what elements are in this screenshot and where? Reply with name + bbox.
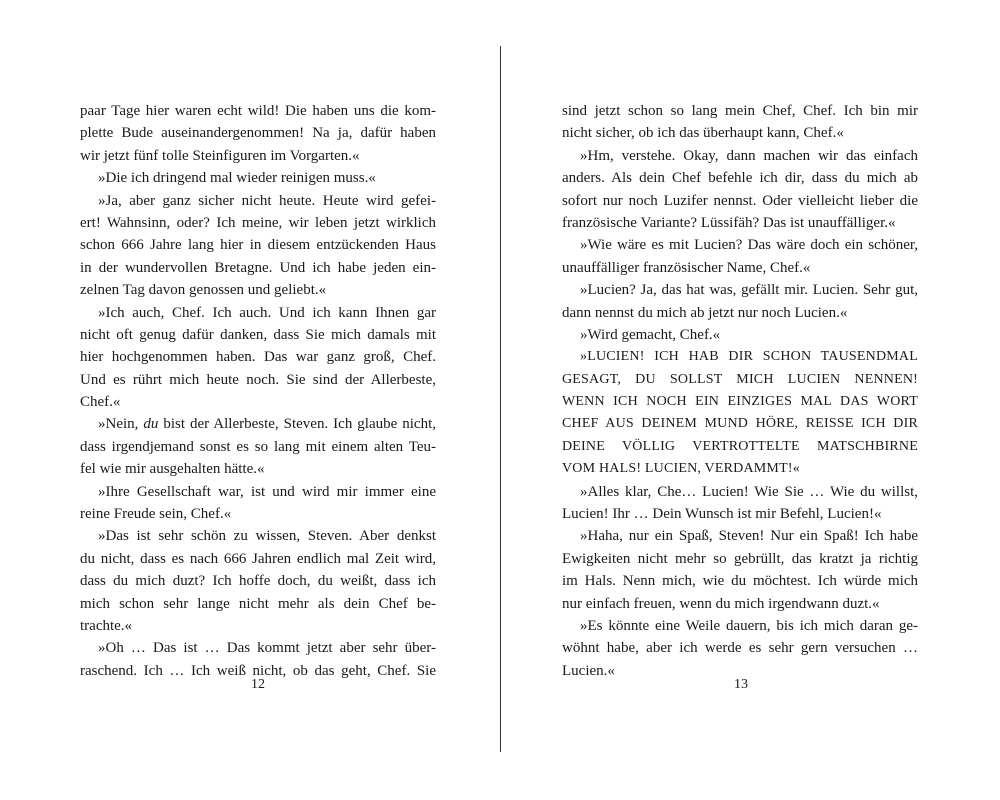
text-line: reine Freude sein, Chef.« <box>80 506 232 523</box>
text-line: »Ich auch, Chef. Ich auch. Und ich kann Ihnen gar <box>98 304 436 321</box>
text-line: hier hochgenommen haben. Das war ganz groß, Chef. <box>80 349 436 366</box>
text-line: VOM HALS! LUCIEN, VERDAMMT!« <box>562 461 800 477</box>
text-line: »Haha, nur ein Spaß, Steven! Nur ein Spaß! Ich habe <box>580 528 918 545</box>
left-page-number: 12 <box>251 677 265 692</box>
text-line: CHEF AUS DEINEM MUND HÖRE, REISSE ICH DIR <box>562 416 918 432</box>
text-segment: »Nein, <box>98 416 144 433</box>
text-line: nicht sicher, ob ich das überhaupt kann, Chef.« <box>562 125 844 142</box>
text-line: in der wundervollen Bretagne. Und ich habe jeden ein- <box>80 259 436 276</box>
text-line: plette Bude auseinandergenommen! Na ja, dafür haben <box>80 125 436 142</box>
text-line: anders. Als dein Chef befehle ich dir, dass du mich ab <box>562 170 918 187</box>
text-line: »Wie wäre es mit Lucien? Das wäre doch ein schöner, <box>580 237 918 254</box>
text-line: »Lucien? Ja, das hat was, gefällt mir. Lucien. Sehr gut, <box>580 282 918 299</box>
text-line: ert! Wahnsinn, oder? Ich meine, wir leben jetzt wirklich <box>80 214 436 231</box>
text-line: sofort nur noch Luzifer nennst. Oder vielleicht lieber die <box>562 192 918 209</box>
text-line: sind jetzt schon so lang mein Chef, Chef. Ich bin mir <box>562 103 918 119</box>
text-line: wir jetzt fünf tolle Steinfiguren im Vorgarten.« <box>80 147 360 164</box>
text-line: »Die ich dringend mal wieder reinigen muss.« <box>98 170 376 187</box>
text-line: »Es könnte eine Weile dauern, bis ich mich daran ge- <box>580 617 918 634</box>
text-line: du nicht, dass es nach 666 Jahren endlich mal Zeit wird, <box>80 550 436 567</box>
text-line: unauffälliger französischer Name, Chef.« <box>562 259 811 276</box>
text-line: fel wie mir ausgehalten hätte.« <box>80 461 265 478</box>
emphasized-word: du <box>143 416 159 433</box>
text-line: paar Tage hier waren echt wild! Die haben uns die kom- <box>80 103 436 119</box>
text-line: im Hals. Nenn mich, wie du möchtest. Ich würde mich <box>562 573 918 590</box>
text-line: »Das ist sehr schön zu wissen, Steven. Aber denkst <box>98 528 436 545</box>
right-page-body <box>562 100 918 682</box>
text-line: Lucien.« <box>562 662 615 679</box>
text-line: trachte.« <box>80 617 133 634</box>
text-line: raschend. Ich … Ich weiß nicht, ob das geht, Chef. Sie <box>80 662 436 679</box>
text-line: dass irgendjemand sonst es so lang mit einem alten Teu- <box>80 438 436 455</box>
text-line: »Wird gemacht, Chef.« <box>580 326 721 343</box>
text-line: nicht oft genug dafür danken, dass Sie mich damals mit <box>80 326 436 343</box>
text-line: DEINE VÖLLIG VERTROTTELTE MATSCHBIRNE <box>562 438 918 454</box>
text-line: schon 666 Jahre lang hier in diesem entzückenden Haus <box>80 237 436 254</box>
text-line: »LUCIEN! ICH HAB DIR SCHON TAUSENDMAL <box>580 349 918 365</box>
text-line: zelnen Tag davon genossen und geliebt.« <box>80 282 327 299</box>
text-line: WENN ICH NOCH EIN EINZIGES MAL DAS WORT <box>562 394 918 410</box>
text-line: Chef.« <box>80 394 121 411</box>
text-line: GESAGT, DU SOLLST MICH LUCIEN NENNEN! <box>562 371 918 387</box>
text-line: dann nennst du mich ab jetzt nur noch Lucien.« <box>562 304 848 321</box>
text-line: dass du mich duzt? Ich hoffe doch, du weißt, dass ich <box>80 573 436 590</box>
text-line: wöhnt habe, aber ich werde es sehr gern versuchen … <box>562 640 918 657</box>
text-line: Und es rührt mich heute noch. Sie sind der Allerbeste, <box>80 371 436 388</box>
right-page-number: 13 <box>734 677 748 692</box>
text-line: »Ihre Gesellschaft war, ist und wird mir immer eine <box>98 483 436 500</box>
text-line: »Alles klar, Che… Lucien! Wie Sie … Wie du willst, <box>580 483 918 500</box>
left-page-body <box>80 100 436 682</box>
text-line: »Ja, aber ganz sicher nicht heute. Heute wird gefei- <box>98 192 436 209</box>
text-line <box>80 413 436 435</box>
book-gutter-divider <box>500 46 501 752</box>
text-line: nur einfach freuen, wenn du mich irgendwann duzt.« <box>562 595 880 612</box>
text-line: mich schon sehr lange nicht mehr als dein Chef be- <box>80 595 436 612</box>
text-line: »Hm, verstehe. Okay, dann machen wir das einfach <box>580 147 918 164</box>
text-line: Ewigkeiten nicht mehr so gebrüllt, das kratzt ja richtig <box>562 550 918 567</box>
text-segment: bist der Allerbeste, Steven. Ich glaube nicht, <box>158 416 436 433</box>
text-line: französische Variante? Lüssifäh? Das ist unauffälliger.« <box>562 214 896 231</box>
text-line: Lucien! Ihr … Dein Wunsch ist mir Befehl, Lucien!« <box>562 506 882 523</box>
text-line: »Oh … Das ist … Das kommt jetzt aber sehr über- <box>98 640 436 657</box>
